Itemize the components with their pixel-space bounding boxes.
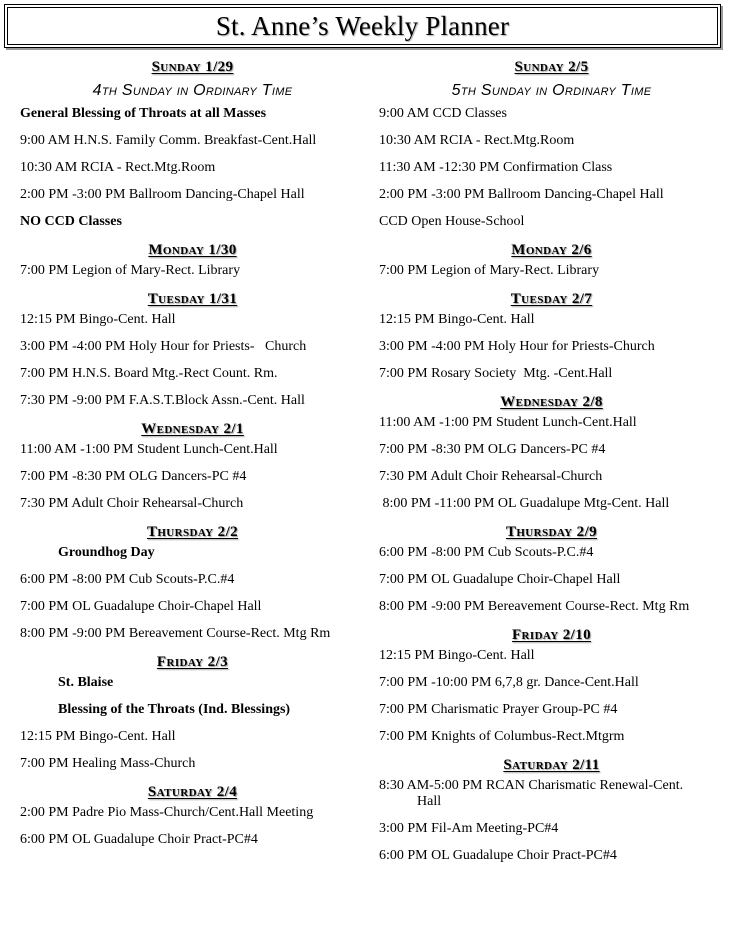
event-item: 3:00 PM -4:00 PM Holy Hour for Priests- Church <box>20 339 307 354</box>
event-item: 7:00 PM Knights of Columbus-Rect.Mtgrm <box>379 729 625 744</box>
event-item: 12:15 PM Bingo-Cent. Hall <box>20 729 176 744</box>
day-note: NO CCD Classes <box>20 214 122 229</box>
event-item: 7:00 PM -8:30 PM OLG Dancers-PC #4 <box>20 469 247 484</box>
planner-title-box <box>4 4 721 48</box>
day-heading-friday-2-10: Friday 2/10 <box>511 627 592 643</box>
event-item: 8:00 PM -11:00 PM OL Guadalupe Mtg-Cent. Hall <box>379 496 670 511</box>
event-item: 7:00 PM Legion of Mary-Rect. Library <box>20 263 241 278</box>
day-heading-saturday-2-11: Saturday 2/11 <box>503 757 600 773</box>
event-item: 10:30 AM RCIA - Rect.Mtg.Room <box>379 133 575 148</box>
event-item: 7:00 PM Rosary Society Mtg. -Cent.Hall <box>379 366 613 381</box>
event-item: 7:30 PM -9:00 PM F.A.S.T.Block Assn.-Cent. Hall <box>20 393 305 408</box>
event-item: 7:00 PM Charismatic Prayer Group-PC #4 <box>379 702 618 717</box>
day-heading-monday-1-30: Monday 1/30 <box>148 242 237 258</box>
left-column <box>20 58 365 859</box>
day-heading-wednesday-2-8: Wednesday 2/8 <box>500 394 603 410</box>
event-item: 11:30 AM -12:30 PM Confirmation Class <box>379 160 613 175</box>
day-heading-monday-2-6: Monday 2/6 <box>511 242 592 258</box>
event-item: 6:00 PM -8:00 PM Cub Scouts-P.C.#4 <box>20 572 235 587</box>
event-item: 7:00 PM OL Guadalupe Choir-Chapel Hall <box>379 572 621 587</box>
day-heading-sunday-2-5: Sunday 2/5 <box>514 59 589 75</box>
event-item: 11:00 AM -1:00 PM Student Lunch-Cent.Hall <box>20 442 278 457</box>
event-item: 2:00 PM Padre Pio Mass-Church/Cent.Hall Meeting <box>20 805 314 820</box>
event-item: 8:00 PM -9:00 PM Bereavement Course-Rect. Mtg Rm <box>379 599 690 614</box>
liturgical-subheading: 5th Sunday in Ordinary Time <box>451 82 652 99</box>
event-item: 6:00 PM OL Guadalupe Choir Pract-PC#4 <box>20 832 258 847</box>
day-heading-wednesday-2-1: Wednesday 2/1 <box>141 421 244 437</box>
event-item: 6:00 PM OL Guadalupe Choir Pract-PC#4 <box>379 848 617 863</box>
event-item: 7:00 PM Healing Mass-Church <box>20 756 196 771</box>
event-item: 12:15 PM Bingo-Cent. Hall <box>379 312 535 327</box>
event-item: 9:00 AM H.N.S. Family Comm. Breakfast-Cent.Hall <box>20 133 317 148</box>
event-item: CCD Open House-School <box>379 214 525 229</box>
event-item: 7:30 PM Adult Choir Rehearsal-Church <box>379 469 603 484</box>
day-heading-sunday-1-29: Sunday 1/29 <box>151 59 234 75</box>
event-item: 11:00 AM -1:00 PM Student Lunch-Cent.Hall <box>379 415 637 430</box>
day-heading-friday-2-3: Friday 2/3 <box>156 654 229 670</box>
day-heading-saturday-2-4: Saturday 2/4 <box>147 784 238 800</box>
day-heading-tuesday-2-7: Tuesday 2/7 <box>510 291 593 307</box>
day-note: Groundhog Day <box>58 545 155 560</box>
event-item: 3:00 PM -4:00 PM Holy Hour for Priests-Church <box>379 339 655 354</box>
event-item: 2:00 PM -3:00 PM Ballroom Dancing-Chapel Hall <box>379 187 664 202</box>
right-column <box>379 58 724 875</box>
event-item: 8:00 PM -9:00 PM Bereavement Course-Rect. Mtg Rm <box>20 626 331 641</box>
day-note: Blessing of the Throats (Ind. Blessings) <box>58 702 291 717</box>
day-note: General Blessing of Throats at all Masses <box>20 106 267 121</box>
event-item: 7:00 PM -8:30 PM OLG Dancers-PC #4 <box>379 442 606 457</box>
event-item: 12:15 PM Bingo-Cent. Hall <box>379 648 535 663</box>
day-note: St. Blaise <box>58 675 114 690</box>
event-item: 7:30 PM Adult Choir Rehearsal-Church <box>20 496 244 511</box>
liturgical-subheading: 4th Sunday in Ordinary Time <box>92 82 293 99</box>
day-heading-thursday-2-2: Thursday 2/2 <box>146 524 239 540</box>
event-item: 3:00 PM Fil-Am Meeting-PC#4 <box>379 821 559 836</box>
day-heading-tuesday-1-31: Tuesday 1/31 <box>147 291 238 307</box>
event-item: 12:15 PM Bingo-Cent. Hall <box>20 312 176 327</box>
event-item: 7:00 PM H.N.S. Board Mtg.-Rect Count. Rm. <box>20 366 278 381</box>
event-item: 7:00 PM OL Guadalupe Choir-Chapel Hall <box>20 599 262 614</box>
event-item: 7:00 PM -10:00 PM 6,7,8 gr. Dance-Cent.Hall <box>379 675 639 690</box>
event-item: 6:00 PM -8:00 PM Cub Scouts-P.C.#4 <box>379 545 594 560</box>
event-item: 8:30 AM-5:00 PM RCAN Charismatic Renewal-Cent. Hall <box>379 778 684 809</box>
event-item: 9:00 AM CCD Classes <box>379 106 507 121</box>
planner-title: St. Anne’s Weekly Planner <box>215 10 510 41</box>
event-item: 10:30 AM RCIA - Rect.Mtg.Room <box>20 160 216 175</box>
day-heading-thursday-2-9: Thursday 2/9 <box>505 524 598 540</box>
event-item: 7:00 PM Legion of Mary-Rect. Library <box>379 263 600 278</box>
event-item: 2:00 PM -3:00 PM Ballroom Dancing-Chapel Hall <box>20 187 305 202</box>
